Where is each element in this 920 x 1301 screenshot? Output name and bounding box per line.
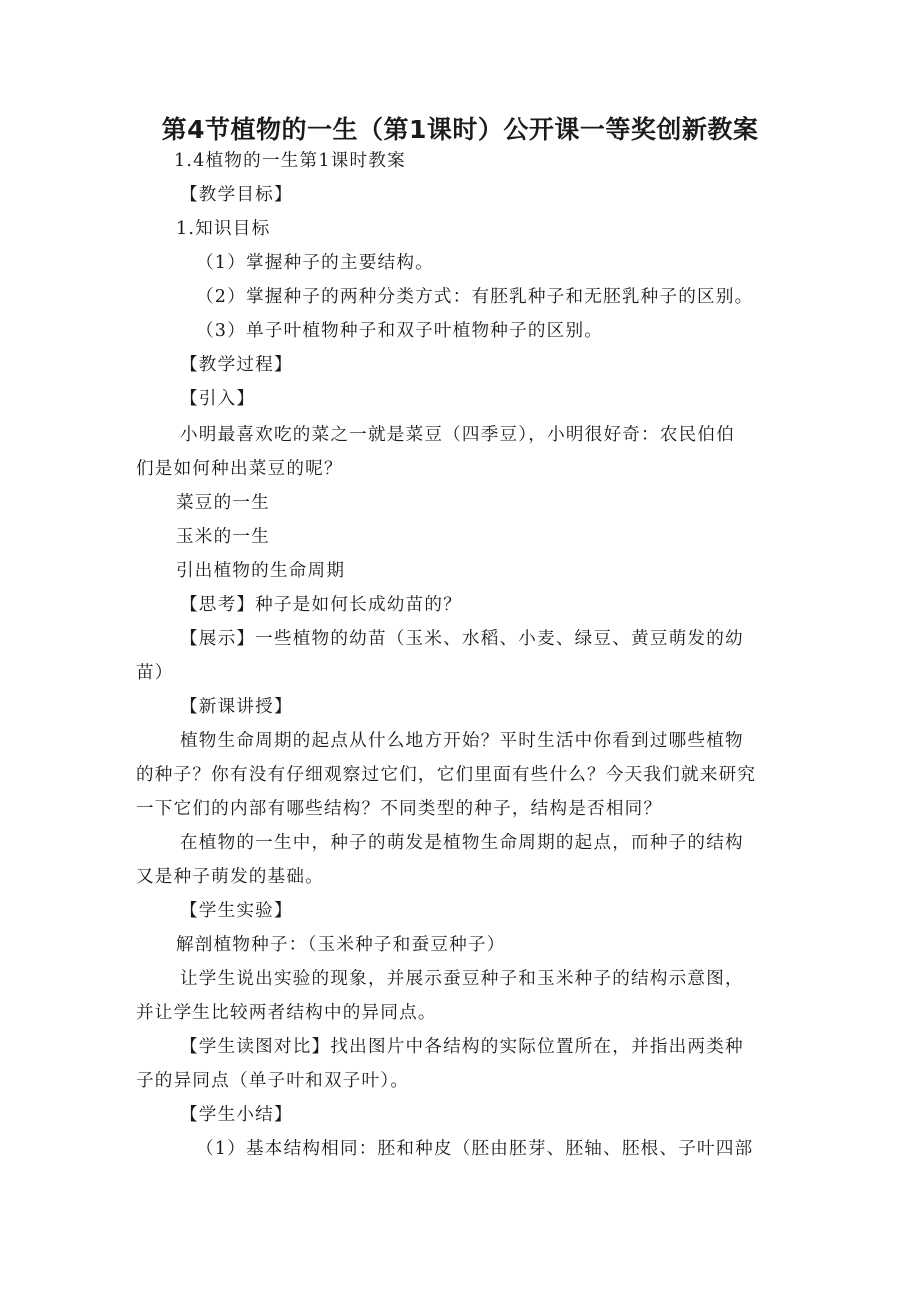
text-line: 1.知识目标 xyxy=(176,219,271,239)
text-line: 解剖植物种子：（玉米种子和蚕豆种子） xyxy=(176,935,506,955)
text-line: （1）掌握种子的主要结构。 xyxy=(196,253,434,273)
text-line: 一下它们的内部有哪些结构？不同类型的种子，结构是否相同？ xyxy=(136,799,663,819)
text-line: 【教学过程】 xyxy=(180,355,293,375)
text-line: （3）单子叶植物种子和双子叶植物种子的区别。 xyxy=(196,321,604,341)
text-line: （1）基本结构相同：胚和种皮（胚由胚芽、胚轴、胚根、子叶四部 xyxy=(196,1139,754,1159)
text-line: 玉米的一生 xyxy=(176,527,270,547)
text-line: 1.4植物的一生第1课时教案 xyxy=(174,151,406,171)
text-line: 苗） xyxy=(136,663,174,683)
text-line: 【教学目标】 xyxy=(180,185,293,205)
text-line: 并让学生比较两者结构中的异同点。 xyxy=(136,1003,437,1023)
text-line: 子的异同点（单子叶和双子叶）。 xyxy=(136,1071,410,1091)
text-line: 又是种子萌发的基础。 xyxy=(136,867,324,887)
text-line: 植物生命周期的起点从什么地方开始？平时生活中你看到过哪些植物 xyxy=(180,731,744,751)
text-line: 菜豆的一生 xyxy=(176,493,270,513)
text-line: 在植物的一生中，种子的萌发是植物生命周期的起点，而种子的结构 xyxy=(180,833,744,853)
text-line: 【引入】 xyxy=(180,389,256,409)
text-line: 们是如何种出菜豆的呢？ xyxy=(136,459,343,479)
text-line: 【学生读图对比】找出图片中各结构的实际位置所在，并指出两类种 xyxy=(180,1037,744,1057)
text-line: 让学生说出实验的现象，并展示蚕豆种子和玉米种子的结构示意图， xyxy=(180,969,744,989)
text-line: （2）掌握种子的两种分类方式：有胚乳种子和无胚乳种子的区别。 xyxy=(196,287,754,307)
text-line: 【新课讲授】 xyxy=(180,697,293,717)
text-line: 【学生实验】 xyxy=(180,901,293,921)
text-line: 【学生小结】 xyxy=(180,1105,293,1125)
text-line: 的种子？你有没有仔细观察过它们，它们里面有些什么？今天我们就来研究 xyxy=(136,765,757,785)
text-line: 小明最喜欢吃的菜之一就是菜豆（四季豆），小明很好奇：农民伯伯 xyxy=(180,425,736,445)
document-title: 第4节植物的一生（第1课时）公开课一等奖创新教案 xyxy=(161,115,759,144)
text-line: 【展示】一些植物的幼苗（玉米、水稻、小麦、绿豆、黄豆萌发的幼 xyxy=(180,629,744,649)
text-line: 引出植物的生命周期 xyxy=(176,561,346,581)
text-line: 【思考】种子是如何长成幼苗的？ xyxy=(180,595,462,615)
